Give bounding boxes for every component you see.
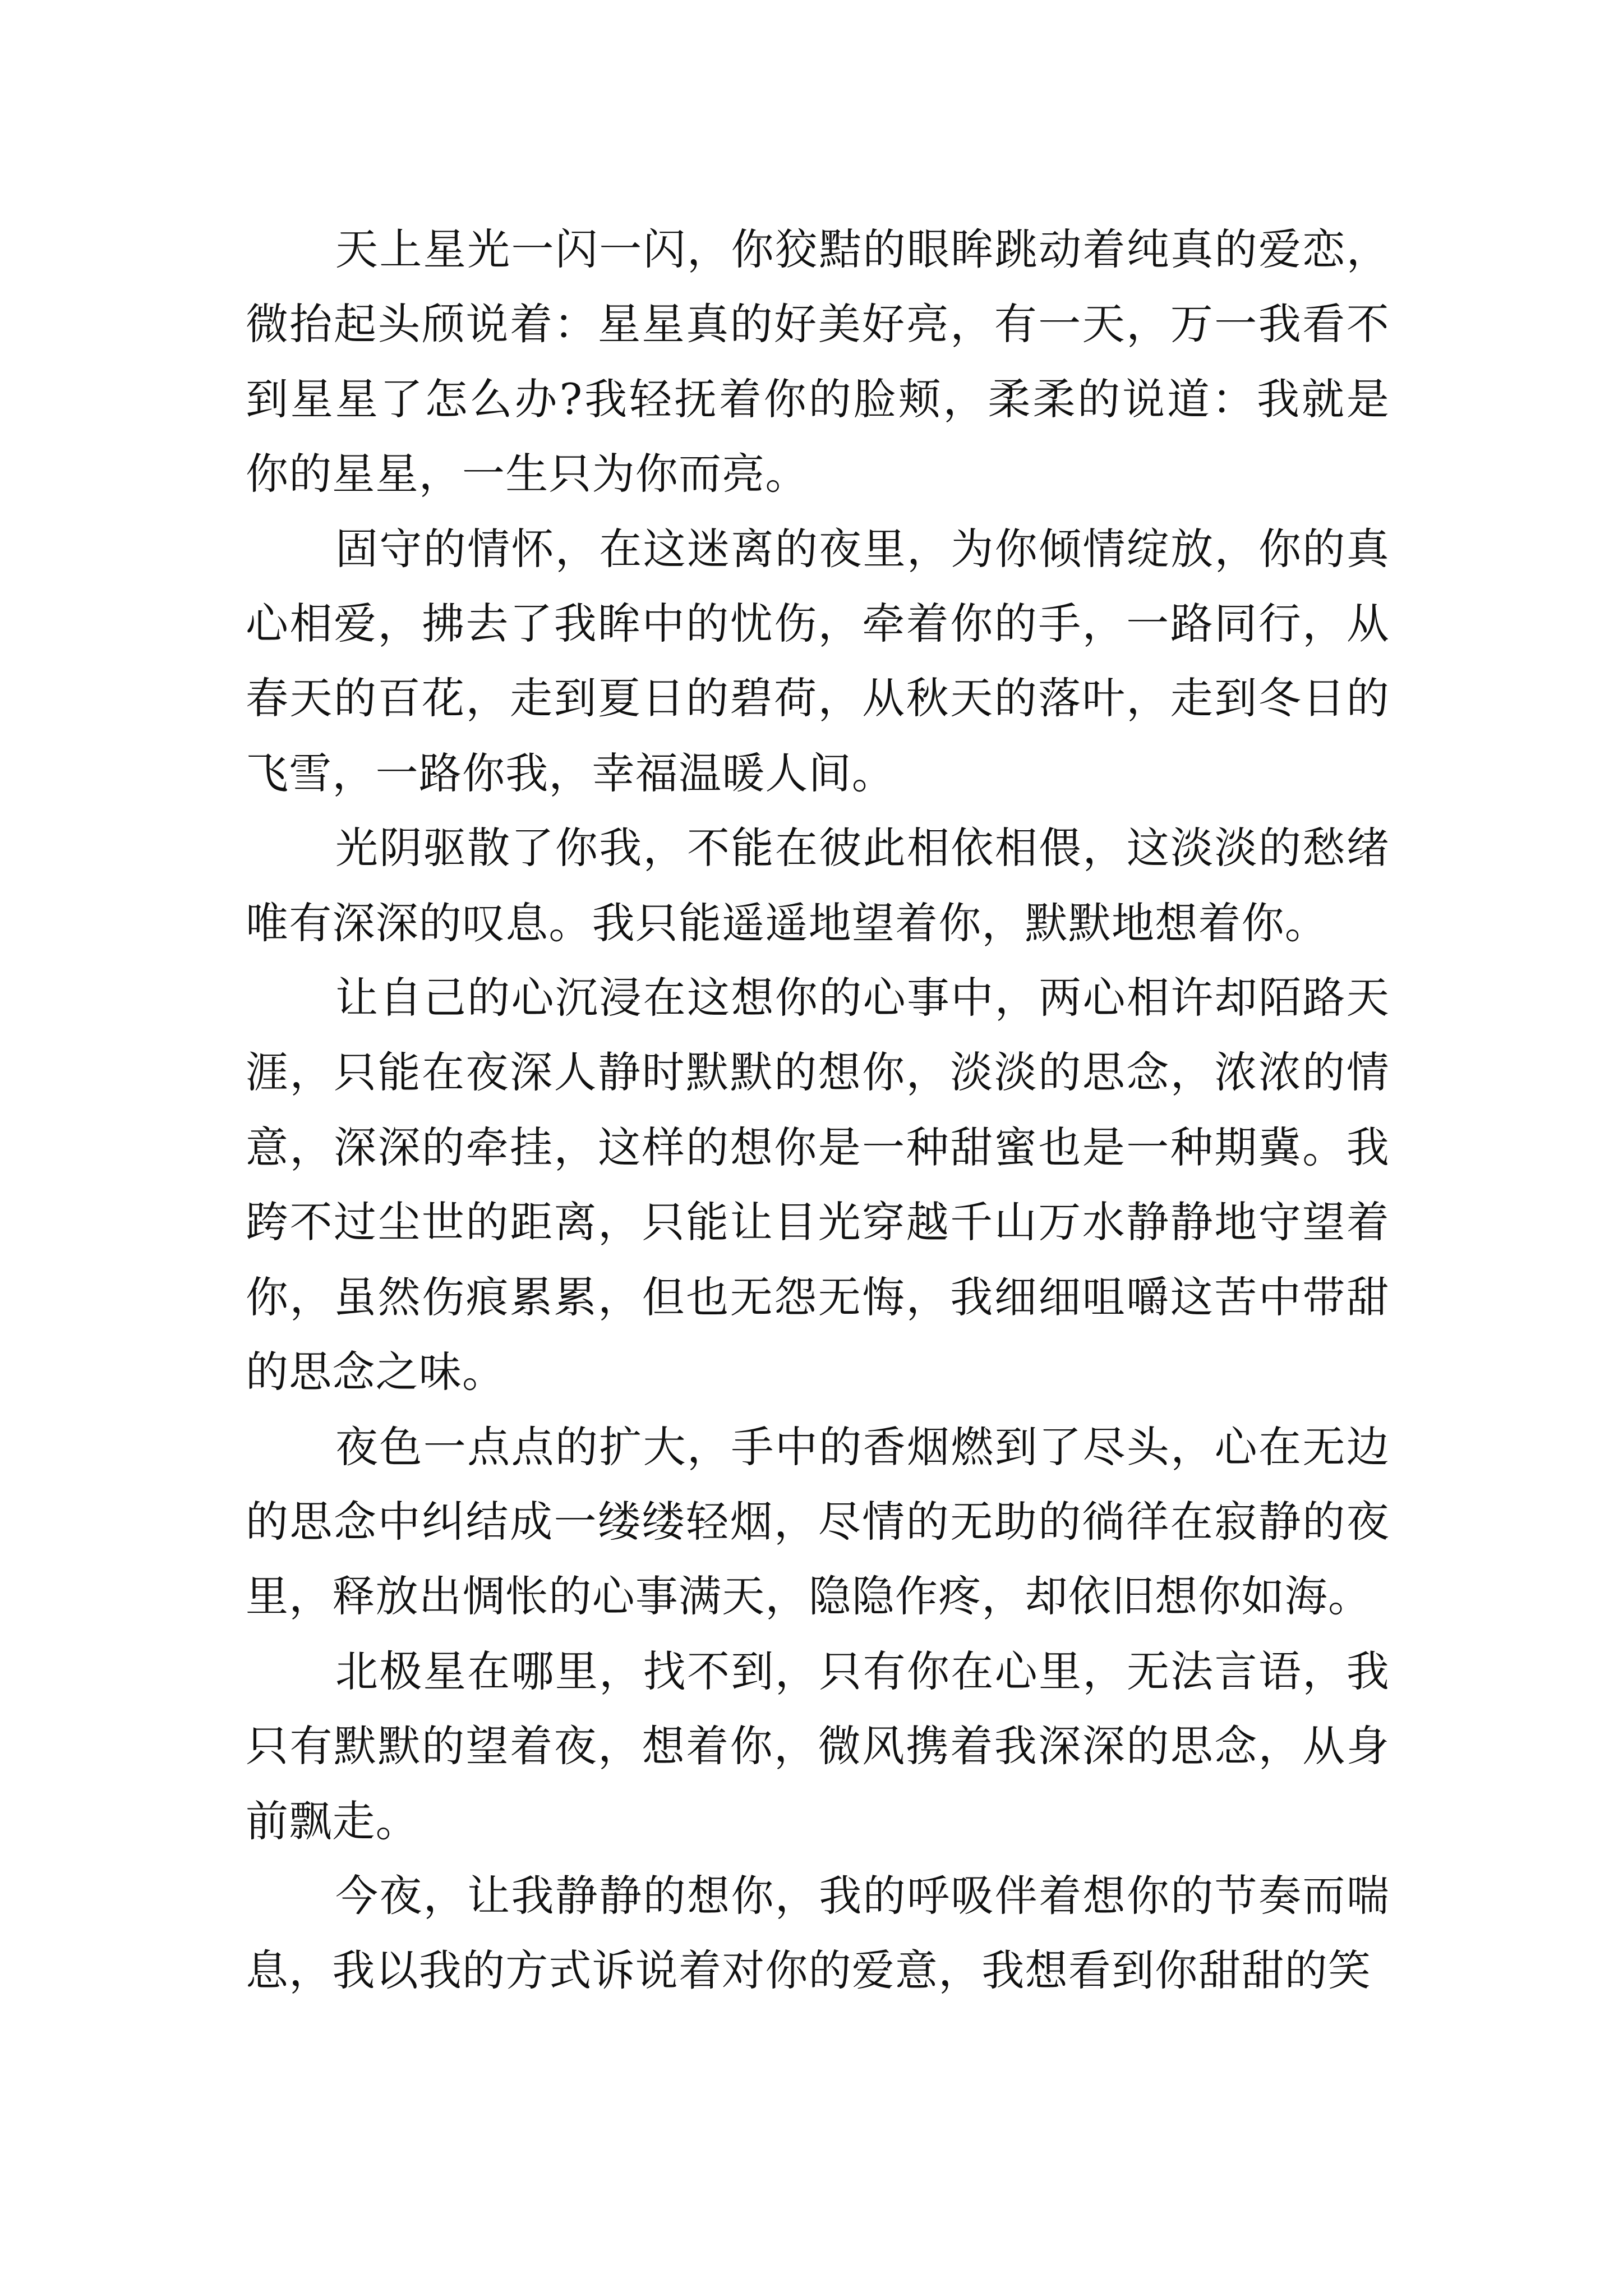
paragraph-1: 天上星光一闪一闪，你狡黠的眼眸跳动着纯真的爱恋，微抬起头颀说着：星星真的好美好亮，有一天，万一我看不到星星了怎么办?我轻抚着你的脸颊，柔柔的说道：我就是你的星星，一生只为你而亮。	[246, 224, 1390, 499]
paragraph-2: 固守的情怀，在这迷离的夜里，为你倾情绽放，你的真心相爱，拂去了我眸中的忧伤，牵着你的手，一路同行，从春天的百花，走到夏日的碧荷，从秋天的落叶，走到冬日的飞雪，一路你我，幸福温暖人间。	[246, 523, 1390, 798]
paragraph-4: 让自己的心沉浸在这想你的心事中，两心相许却陌路天涯，只能在夜深人静时默默的想你，淡淡的思念，浓浓的情意，深深的牵挂，这样的想你是一种甜蜜也是一种期冀。我跨不过尘世的距离，只能让目光穿越千山万水静静地守望着你，虽然伤痕累累，但也无怨无悔，我细细咀嚼这苦中带甜的思念之味。	[246, 973, 1390, 1397]
paragraph-7: 今夜，让我静静的想你，我的呼吸伴着想你的节奏而喘息，我以我的方式诉说着对你的爱意，我想看到你甜甜的笑	[246, 1870, 1390, 1996]
body-text	[246, 212, 1390, 2008]
paragraph-6: 北极星在哪里，找不到，只有你在心里，无法言语，我只有默默的望着夜，想着你，微风携着我深深的思念，从身前飘走。	[246, 1646, 1390, 1846]
paragraph-5: 夜色一点点的扩大，手中的香烟燃到了尽头，心在无边的思念中纠结成一缕缕轻烟，尽情的无助的徜徉在寂静的夜里，释放出惆怅的心事满天，隐隐作疼，却依旧想你如海。	[246, 1421, 1390, 1622]
paragraph-3: 光阴驱散了你我，不能在彼此相依相偎，这淡淡的愁绪唯有深深的叹息。我只能遥遥地望着你，默默地想着你。	[246, 823, 1390, 948]
